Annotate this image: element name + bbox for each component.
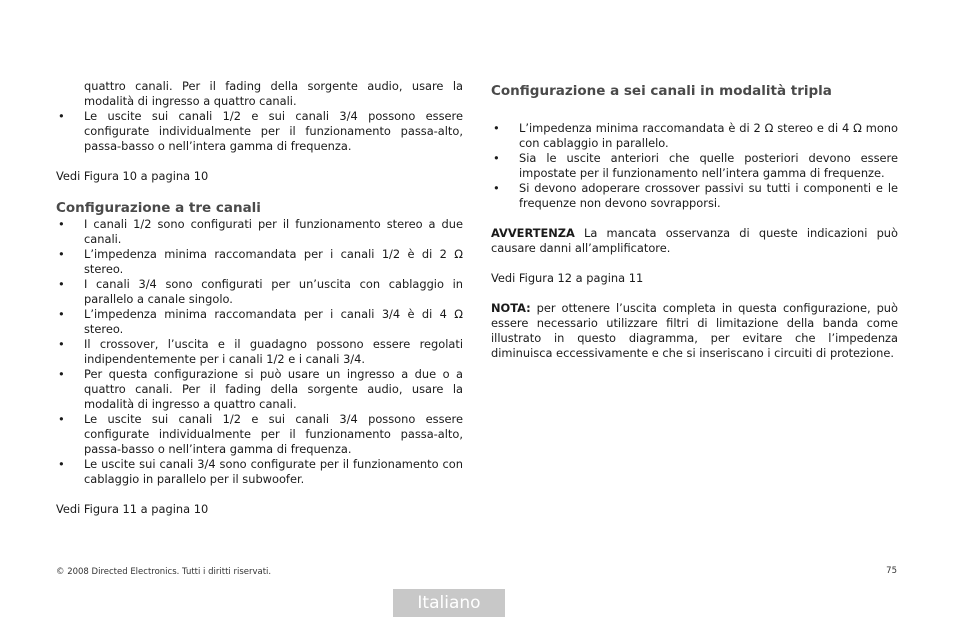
list-item: • L’impedenza minima raccomandata per i canali 1/2 è di 2 Ω stereo.	[56, 247, 463, 277]
list-item: • Le uscite sui canali 1/2 e sui canali 3/4 possono essere configurate individualmente per il funzionamento passa-alto, passa-basso o nell’intera gamma di frequenza.	[56, 109, 463, 154]
list-item: • Le uscite sui canali 1/2 e sui canali 3/4 possono essere configurate individualmente per il funzionamento passa-alto, passa-basso o nell’intera gamma di frequenza.	[56, 412, 463, 457]
note-label: NOTA:	[491, 301, 531, 315]
section-heading: Configurazione a tre canali	[56, 200, 261, 216]
list-item: • Il crossover, l’uscita e il guadagno possono essere regolati indipendentemente per i canali 1/2 e i canali 3/4.	[56, 337, 463, 367]
figure-reference: Vedi Figura 12 a pagina 11	[491, 271, 644, 285]
list-item: • Per questa configurazione si può usare un ingresso a due o a quattro canali. Per il fading della sorgente audio, usare la modalità di ingresso a quattro canali.	[56, 367, 463, 412]
warning-text: La mancata osservanza di queste indicazioni può causare danni all’amplificatore.	[491, 226, 898, 255]
note-text: per ottenere l’uscita completa in questa configurazione, può essere necessario utilizzare filtri di limitazione della banda come illustrato in questo diagramma, per evitare che l’impedenza diminuisca eccessivamente e che si inseriscano i circuiti di protezione.	[491, 301, 898, 360]
list-item: • L’impedenza minima raccomandata è di 2 Ω stereo e di 4 Ω mono con cablaggio in parallelo.	[491, 121, 898, 151]
intro-continuation: quattro canali. Per il fading della sorgente audio, usare la modalità di ingresso a quattro canali.	[84, 79, 463, 108]
list-item: • L’impedenza minima raccomandata per i canali 3/4 è di 4 Ω stereo.	[56, 307, 463, 337]
right-column	[491, 79, 898, 361]
list-item: • I canali 3/4 sono configurati per un’uscita con cablaggio in parallelo a canale singolo.	[56, 277, 463, 307]
bullet-list	[56, 217, 463, 487]
copyright-notice: © 2008 Directed Electronics. Tutti i diritti riservati.	[56, 567, 272, 577]
list-item: • Sia le uscite anteriori che quelle posteriori devono essere impostate per il funzionamento nell’intera gamma di frequenze.	[491, 151, 898, 181]
intro-bullet-list	[56, 109, 463, 154]
list-item: • I canali 1/2 sono configurati per il funzionamento stereo a due canali.	[56, 217, 463, 247]
warning-label: AVVERTENZA	[491, 226, 575, 240]
left-column	[56, 79, 463, 517]
language-tab: Italiano	[393, 589, 505, 617]
bullet-list	[491, 121, 898, 211]
figure-reference: Vedi Figura 11 a pagina 10	[56, 502, 209, 516]
figure-reference: Vedi Figura 10 a pagina 10	[56, 169, 209, 183]
page-number: 75	[886, 566, 897, 576]
warning-paragraph	[491, 226, 898, 256]
note-paragraph	[491, 301, 898, 361]
list-item: • Le uscite sui canali 3/4 sono configurate per il funzionamento con cablaggio in parallelo per il subwoofer.	[56, 457, 463, 487]
section-heading: Configurazione a sei canali in modalità tripla	[491, 83, 832, 99]
list-item: • Si devono adoperare crossover passivi su tutti i componenti e le frequenze non devono sovrapporsi.	[491, 181, 898, 211]
